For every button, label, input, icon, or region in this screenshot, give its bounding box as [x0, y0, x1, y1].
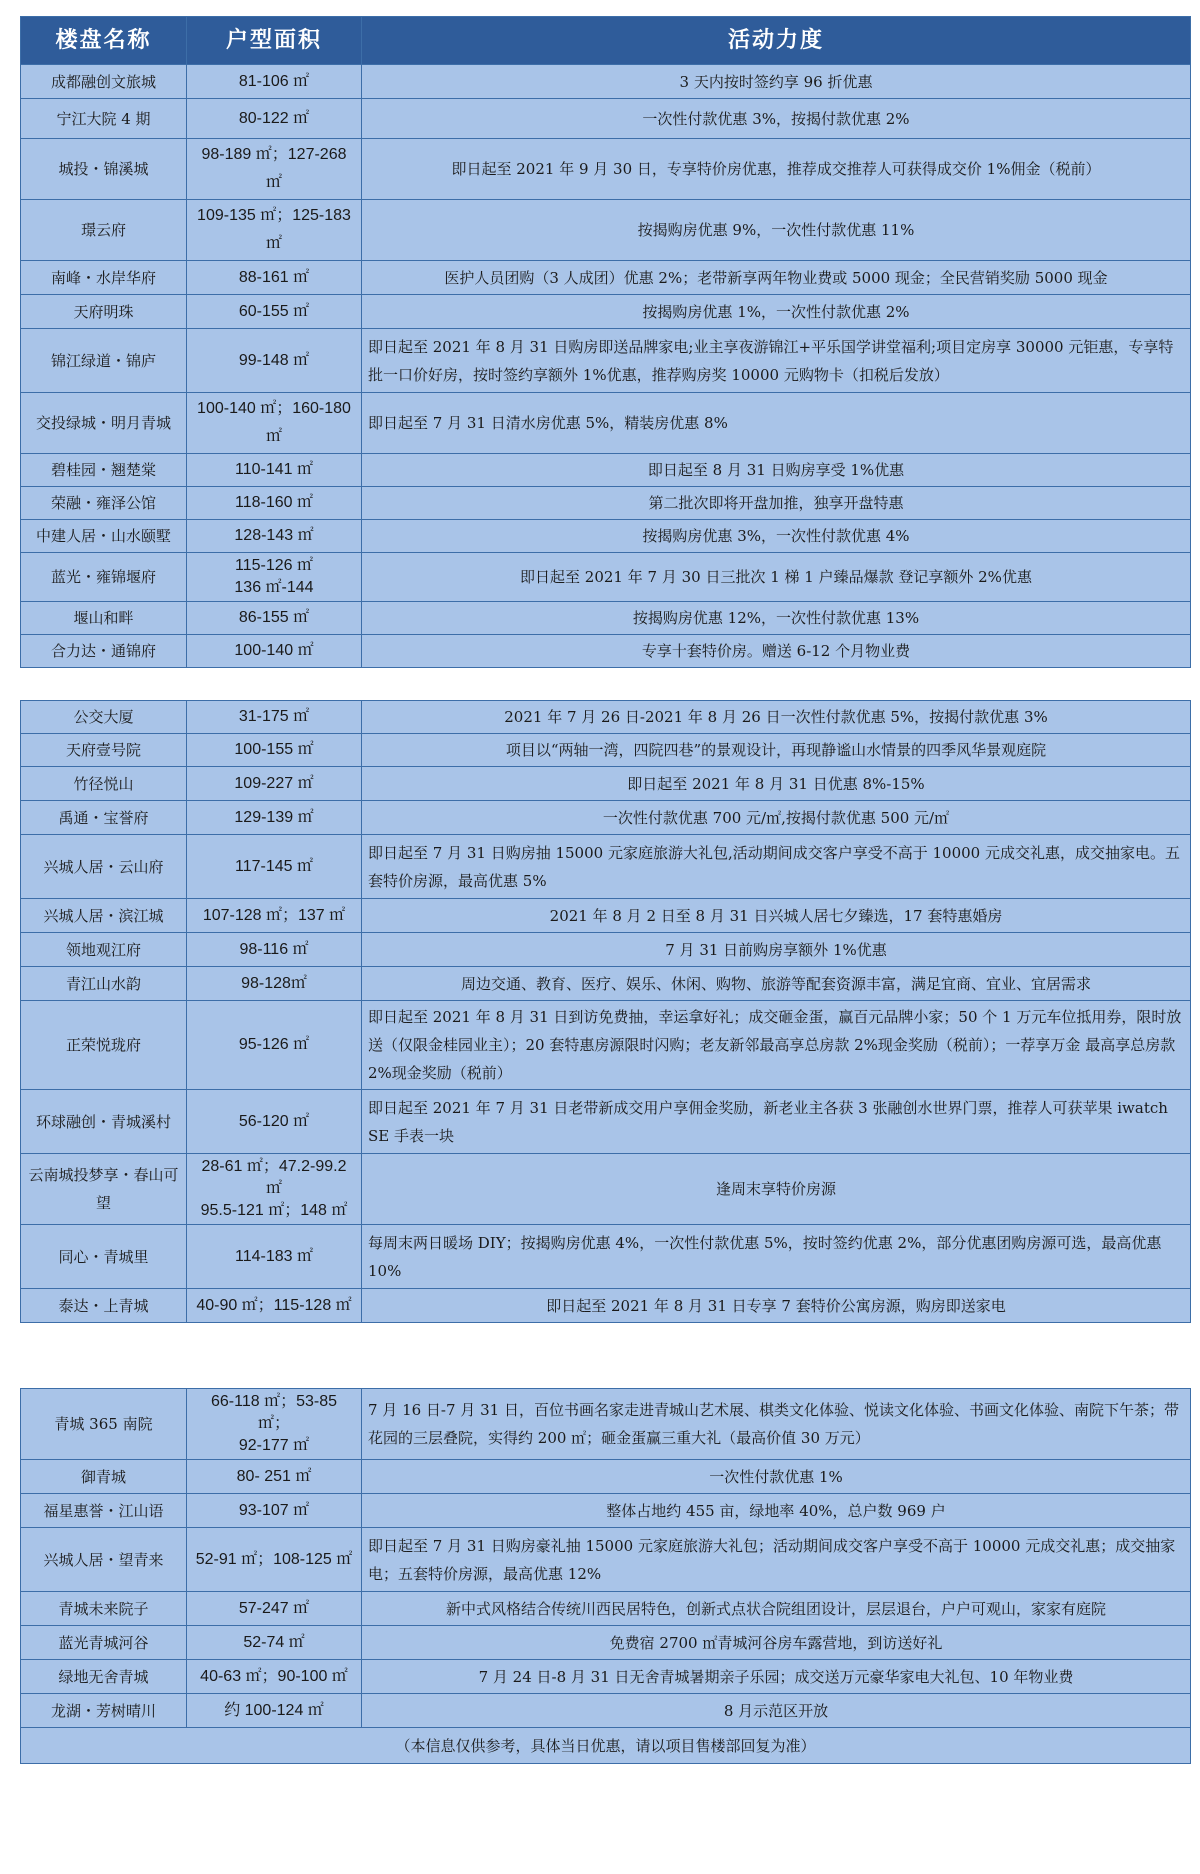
property-name: 天府壹号院: [21, 734, 187, 767]
unit-area: 88-161 ㎡: [187, 261, 362, 295]
table-row: [21, 1592, 1191, 1626]
property-name: 锦江绿道・锦庐: [21, 329, 187, 393]
promotion-detail: 按揭购房优惠 9%，一次性付款优惠 11%: [362, 200, 1191, 261]
unit-area: 98-116 ㎡: [187, 933, 362, 967]
promotion-detail: 即日起至 8 月 31 日购房享受 1%优惠: [362, 454, 1191, 487]
table-row: [21, 933, 1191, 967]
table-row: [21, 99, 1191, 139]
unit-area: 93-107 ㎡: [187, 1494, 362, 1528]
unit-area: 99-148 ㎡: [187, 329, 362, 393]
unit-area: 109-227 ㎡: [187, 767, 362, 801]
property-name: 绿地无舍青城: [21, 1660, 187, 1694]
unit-area: 57-247 ㎡: [187, 1592, 362, 1626]
table-row: [21, 329, 1191, 393]
promotion-detail: 第二批次即将开盘加推，独享开盘特惠: [362, 487, 1191, 520]
unit-area: [187, 1154, 362, 1225]
promotion-detail: 即日起至 2021 年 8 月 31 日专享 7 套特价公寓房源，购房即送家电: [362, 1289, 1191, 1323]
promotion-detail: 免费宿 2700 ㎡青城河谷房车露营地，到访送好礼: [362, 1626, 1191, 1660]
promotion-detail: 一次性付款优惠 3%，按揭付款优惠 2%: [362, 99, 1191, 139]
property-name: 荣融・雍泽公馆: [21, 487, 187, 520]
promotion-detail: 2021 年 7 月 26 日-2021 年 8 月 26 日一次性付款优惠 5%，按揭付款优惠 3%: [362, 701, 1191, 734]
property-name: 南峰・水岸华府: [21, 261, 187, 295]
unit-area-line: 92-177 ㎡: [238, 1437, 310, 1454]
property-name: 云南城投梦享・春山可望: [21, 1154, 187, 1225]
property-name: 城投・锦溪城: [21, 139, 187, 200]
property-name: 兴城人居・望青来: [21, 1528, 187, 1592]
property-table-2: [20, 700, 1191, 1323]
unit-area: 约 100-124 ㎡: [187, 1694, 362, 1728]
table-row: [21, 1389, 1191, 1460]
unit-area: 40-63 ㎡；90-100 ㎡: [187, 1660, 362, 1694]
promotion-detail: 逢周末享特价房源: [362, 1154, 1191, 1225]
promotion-detail: 医护人员团购（3 人成团）优惠 2%；老带新享两年物业费或 5000 现金；全民营销奖励 5000 现金: [362, 261, 1191, 295]
promotion-detail: 新中式风格结合传统川西民居特色，创新式点状合院组团设计，层层退台，户户可观山，家家有庭院: [362, 1592, 1191, 1626]
table-row: [21, 553, 1191, 602]
table-row: [21, 520, 1191, 553]
promotion-detail: 按揭购房优惠 1%，一次性付款优惠 2%: [362, 295, 1191, 329]
property-name: 青城 365 南院: [21, 1389, 187, 1460]
table-row: [21, 393, 1191, 454]
table-row: [21, 200, 1191, 261]
property-name: 蓝光・雍锦堰府: [21, 553, 187, 602]
property-name: 公交大厦: [21, 701, 187, 734]
table-row: [21, 261, 1191, 295]
property-name: 璟云府: [21, 200, 187, 261]
unit-area-line: 136 ㎡-144: [234, 579, 314, 596]
property-name: 中建人居・山水颐墅: [21, 520, 187, 553]
property-name: 交投绿城・明月青城: [21, 393, 187, 454]
unit-area: 95-126 ㎡: [187, 1001, 362, 1090]
promotion-detail: 周边交通、教育、医疗、娱乐、休闲、购物、旅游等配套资源丰富，满足宜商、宜业、宜居需求: [362, 967, 1191, 1001]
property-name: 领地观江府: [21, 933, 187, 967]
table-row: [21, 295, 1191, 329]
unit-area: 80-122 ㎡: [187, 99, 362, 139]
unit-area: 109-135 ㎡；125-183 ㎡: [187, 200, 362, 261]
property-table-3: [20, 1388, 1191, 1764]
unit-area: 81-106 ㎡: [187, 65, 362, 99]
table-row: [21, 487, 1191, 520]
promotion-detail: 项目以“两轴一湾，四院四巷”的景观设计，再现静谧山水情景的四季风华景观庭院: [362, 734, 1191, 767]
unit-area: 98-189 ㎡；127-268 ㎡: [187, 139, 362, 200]
unit-area: [187, 1389, 362, 1460]
promotion-detail: 7 月 24 日-8 月 31 日无舍青城暑期亲子乐园；成交送万元豪华家电大礼包、10 年物业费: [362, 1660, 1191, 1694]
unit-area-line: 66-118 ㎡；53-85 ㎡；: [210, 1393, 337, 1432]
promotion-detail: 专享十套特价房。赠送 6-12 个月物业费: [362, 635, 1191, 668]
header-area: 户型面积: [187, 17, 362, 65]
unit-area: 86-155 ㎡: [187, 602, 362, 635]
table-row: [21, 139, 1191, 200]
unit-area: 98-128㎡: [187, 967, 362, 1001]
promotion-detail: 一次性付款优惠 700 元/㎡,按揭付款优惠 500 元/㎡: [362, 801, 1191, 835]
promotion-detail: 7 月 31 日前购房享额外 1%优惠: [362, 933, 1191, 967]
unit-area: 31-175 ㎡: [187, 701, 362, 734]
unit-area: 100-155 ㎡: [187, 734, 362, 767]
table-row: [21, 801, 1191, 835]
property-name: 泰达・上青城: [21, 1289, 187, 1323]
property-name: 环球融创・青城溪村: [21, 1090, 187, 1154]
unit-area: 117-145 ㎡: [187, 835, 362, 899]
property-table-1: [20, 16, 1191, 668]
unit-area: 52-91 ㎡；108-125 ㎡: [187, 1528, 362, 1592]
promotion-detail: 8 月示范区开放: [362, 1694, 1191, 1728]
property-name: 合力达・通锦府: [21, 635, 187, 668]
promotion-detail: 即日起至 2021 年 7 月 30 日三批次 1 梯 1 户臻品爆款 登记享额外 2%优惠: [362, 553, 1191, 602]
property-name: 碧桂园・翘楚棠: [21, 454, 187, 487]
table-row: [21, 967, 1191, 1001]
property-name: 蓝光青城河谷: [21, 1626, 187, 1660]
header-name: 楼盘名称: [21, 17, 187, 65]
unit-area: 40-90 ㎡；115-128 ㎡: [187, 1289, 362, 1323]
unit-area-line: 95.5-121 ㎡；148 ㎡: [200, 1202, 348, 1219]
unit-area: 52-74 ㎡: [187, 1626, 362, 1660]
table-row: [21, 602, 1191, 635]
property-name: 龙湖・芳树晴川: [21, 1694, 187, 1728]
property-name: 兴城人居・滨江城: [21, 899, 187, 933]
property-name: 正荣悦珑府: [21, 1001, 187, 1090]
table-row: [21, 1494, 1191, 1528]
unit-area: 110-141 ㎡: [187, 454, 362, 487]
property-name: 禹通・宝誉府: [21, 801, 187, 835]
property-name: 竹径悦山: [21, 767, 187, 801]
unit-area: 100-140 ㎡；160-180 ㎡: [187, 393, 362, 454]
property-name: 天府明珠: [21, 295, 187, 329]
table-row: [21, 1289, 1191, 1323]
table-row: [21, 1694, 1191, 1728]
unit-area: 80- 251 ㎡: [187, 1460, 362, 1494]
table-row: [21, 635, 1191, 668]
unit-area: [187, 553, 362, 602]
unit-area-line: 115-126 ㎡: [235, 557, 313, 574]
promotion-detail: 即日起至 7 月 31 日购房豪礼抽 15000 元家庭旅游大礼包；活动期间成交客户享受不高于 10000 元成交礼惠；成交抽家电；五套特价房源，最高优惠 12%: [362, 1528, 1191, 1592]
property-name: 福星惠誉・江山语: [21, 1494, 187, 1528]
promotion-detail: 即日起至 2021 年 8 月 31 日优惠 8%-15%: [362, 767, 1191, 801]
property-name: 青江山水韵: [21, 967, 187, 1001]
promotion-detail: 即日起至 2021 年 8 月 31 日到访免费抽，幸运拿好礼；成交砸金蛋，赢百元品牌小家；50 个 1 万元车位抵用券，限时放送（仅限金桂园业主）；20 套特惠房源限时闪购；老友新邻最高享总房款 2%现金奖励（税前）；一荐享万金 最高享总房款 2%现金奖励（税前）: [362, 1001, 1191, 1090]
disclaimer-note: （本信息仅供参考，具体当日优惠，请以项目售楼部回复为准）: [21, 1728, 1191, 1764]
promotion-detail: 7 月 16 日-7 月 31 日，百位书画名家走进青城山艺术展、棋类文化体验、悦读文化体验、书画文化体验、南院下午茶；带花园的三层叠院，实得约 200 ㎡；砸金蛋赢三重大礼（最高价值 30 万元）: [362, 1389, 1191, 1460]
header-activity: 活动力度: [362, 17, 1191, 65]
property-name: 御青城: [21, 1460, 187, 1494]
promotion-detail: 3 天内按时签约享 96 折优惠: [362, 65, 1191, 99]
table-row: [21, 1460, 1191, 1494]
unit-area: 107-128 ㎡；137 ㎡: [187, 899, 362, 933]
table-row: [21, 767, 1191, 801]
promotion-detail: 整体占地约 455 亩，绿地率 40%，总户数 969 户: [362, 1494, 1191, 1528]
unit-area: 118-160 ㎡: [187, 487, 362, 520]
property-name: 兴城人居・云山府: [21, 835, 187, 899]
table-row: [21, 1660, 1191, 1694]
table-row: [21, 65, 1191, 99]
table-row: [21, 1001, 1191, 1090]
promotion-detail: 每周末两日暖场 DIY；按揭购房优惠 4%，一次性付款优惠 5%，按时签约优惠 2%，部分优惠团购房源可选，最高优惠 10%: [362, 1225, 1191, 1289]
table-row: [21, 1225, 1191, 1289]
unit-area: 56-120 ㎡: [187, 1090, 362, 1154]
property-name: 青城未来院子: [21, 1592, 187, 1626]
promotion-detail: 即日起至 2021 年 9 月 30 日，专享特价房优惠，推荐成交推荐人可获得成交价 1%佣金（税前）: [362, 139, 1191, 200]
promotion-detail: 按揭购房优惠 3%，一次性付款优惠 4%: [362, 520, 1191, 553]
table-row: [21, 1154, 1191, 1225]
property-name: 同心・青城里: [21, 1225, 187, 1289]
promotion-detail: 按揭购房优惠 12%，一次性付款优惠 13%: [362, 602, 1191, 635]
promotion-detail: 一次性付款优惠 1%: [362, 1460, 1191, 1494]
unit-area: 129-139 ㎡: [187, 801, 362, 835]
unit-area: 128-143 ㎡: [187, 520, 362, 553]
footer-row: [21, 1728, 1191, 1764]
promotion-detail: 即日起至 2021 年 8 月 31 日购房即送品牌家电;业主享夜游锦江+平乐国学讲堂福利;项目定房享 30000 元钜惠，专享特批一口价好房，按时签约享额外 1%优惠，推荐购房奖 10000 元购物卡（扣税后发放）: [362, 329, 1191, 393]
table-row: [21, 701, 1191, 734]
promotion-detail: 即日起至 7 月 31 日购房抽 15000 元家庭旅游大礼包,活动期间成交客户享受不高于 10000 元成交礼惠，成交抽家电。五套特价房源，最高优惠 5%: [362, 835, 1191, 899]
property-name: 宁江大院 4 期: [21, 99, 187, 139]
table-row: [21, 899, 1191, 933]
property-name: 堰山和畔: [21, 602, 187, 635]
unit-area: 60-155 ㎡: [187, 295, 362, 329]
unit-area: 114-183 ㎡: [187, 1225, 362, 1289]
promotion-detail: 即日起至 7 月 31 日清水房优惠 5%，精装房优惠 8%: [362, 393, 1191, 454]
unit-area-line: 28-61 ㎡；47.2-99.2 ㎡: [201, 1158, 347, 1197]
promotion-detail: 2021 年 8 月 2 日至 8 月 31 日兴城人居七夕臻选，17 套特惠婚房: [362, 899, 1191, 933]
table-row: [21, 734, 1191, 767]
promotion-detail: 即日起至 2021 年 7 月 31 日老带新成交用户享佣金奖励，新老业主各获 3 张融创水世界门票，推荐人可获苹果 iwatch SE 手表一块: [362, 1090, 1191, 1154]
table-row: [21, 1626, 1191, 1660]
unit-area: 100-140 ㎡: [187, 635, 362, 668]
header-row: [21, 17, 1191, 65]
table-row: [21, 1090, 1191, 1154]
table-row: [21, 454, 1191, 487]
table-row: [21, 835, 1191, 899]
table-row: [21, 1528, 1191, 1592]
property-name: 成都融创文旅城: [21, 65, 187, 99]
